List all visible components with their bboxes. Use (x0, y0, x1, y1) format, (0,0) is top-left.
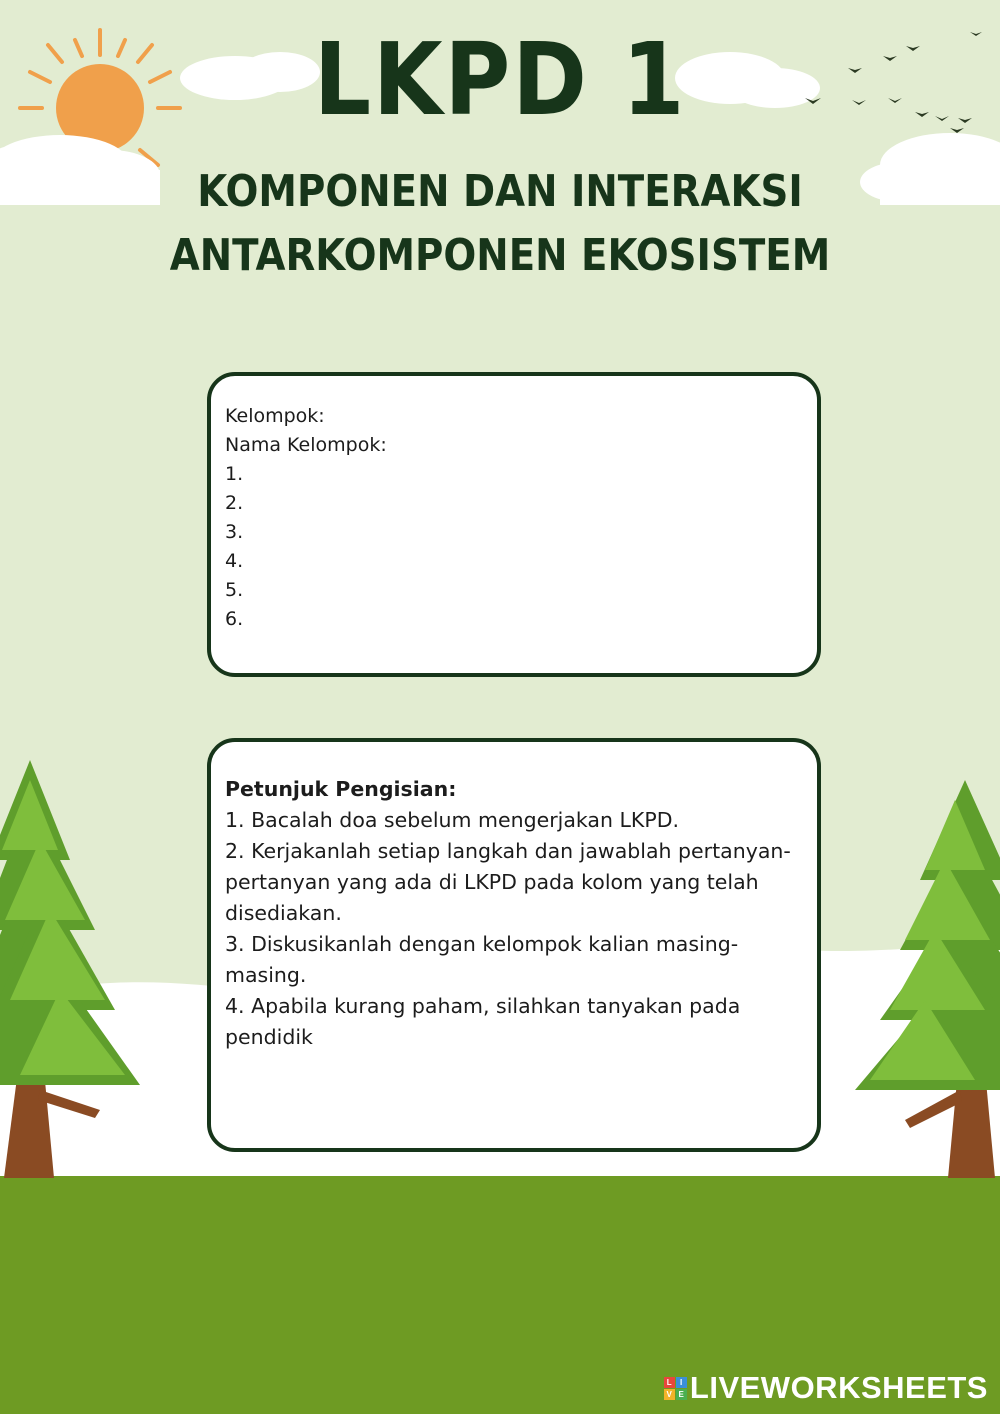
group-label: Kelompok: (225, 405, 325, 427)
logo-letter: E (676, 1389, 687, 1400)
watermark-text: LIVEWORKSHEETS (689, 1370, 988, 1405)
instruction-item: 3. Diskusikanlah dengan kelompok kalian masing-masing. (225, 932, 739, 987)
page-subtitle (60, 160, 940, 288)
member-slot: 6. (225, 608, 244, 630)
instruction-item: 4. Apabila kurang paham, silahkan tanyakan pada pendidik (225, 994, 741, 1049)
member-slot: 1. (225, 463, 244, 485)
member-slot: 3. (225, 521, 244, 543)
liveworksheets-watermark (664, 1370, 988, 1406)
member-slot: 2. (225, 492, 244, 514)
logo-letter: L (664, 1377, 675, 1388)
group-info-card (207, 372, 821, 677)
instruction-item: 2. Kerjakanlah setiap langkah dan jawablah pertanyan-pertanyan yang ada di LKPD pada kolom yang telah disediakan. (225, 839, 791, 925)
instructions-card (207, 738, 821, 1152)
page-title: LKPD 1 (313, 21, 687, 138)
member-slot: 4. (225, 550, 244, 572)
instruction-item: 1. Bacalah doa sebelum mengerjakan LKPD. (225, 808, 680, 832)
logo-letter: V (664, 1389, 675, 1400)
subtitle-line-1: KOMPONEN DAN INTERAKSI (197, 166, 803, 217)
instructions-heading: Petunjuk Pengisian: (225, 777, 457, 801)
member-slot: 5. (225, 579, 244, 601)
logo-letter: I (676, 1377, 687, 1388)
subtitle-line-2: ANTARKOMPONEN EKOSISTEM (169, 230, 831, 281)
liveworksheets-logo-icon (664, 1377, 687, 1400)
group-names-label: Nama Kelompok: (225, 434, 387, 456)
